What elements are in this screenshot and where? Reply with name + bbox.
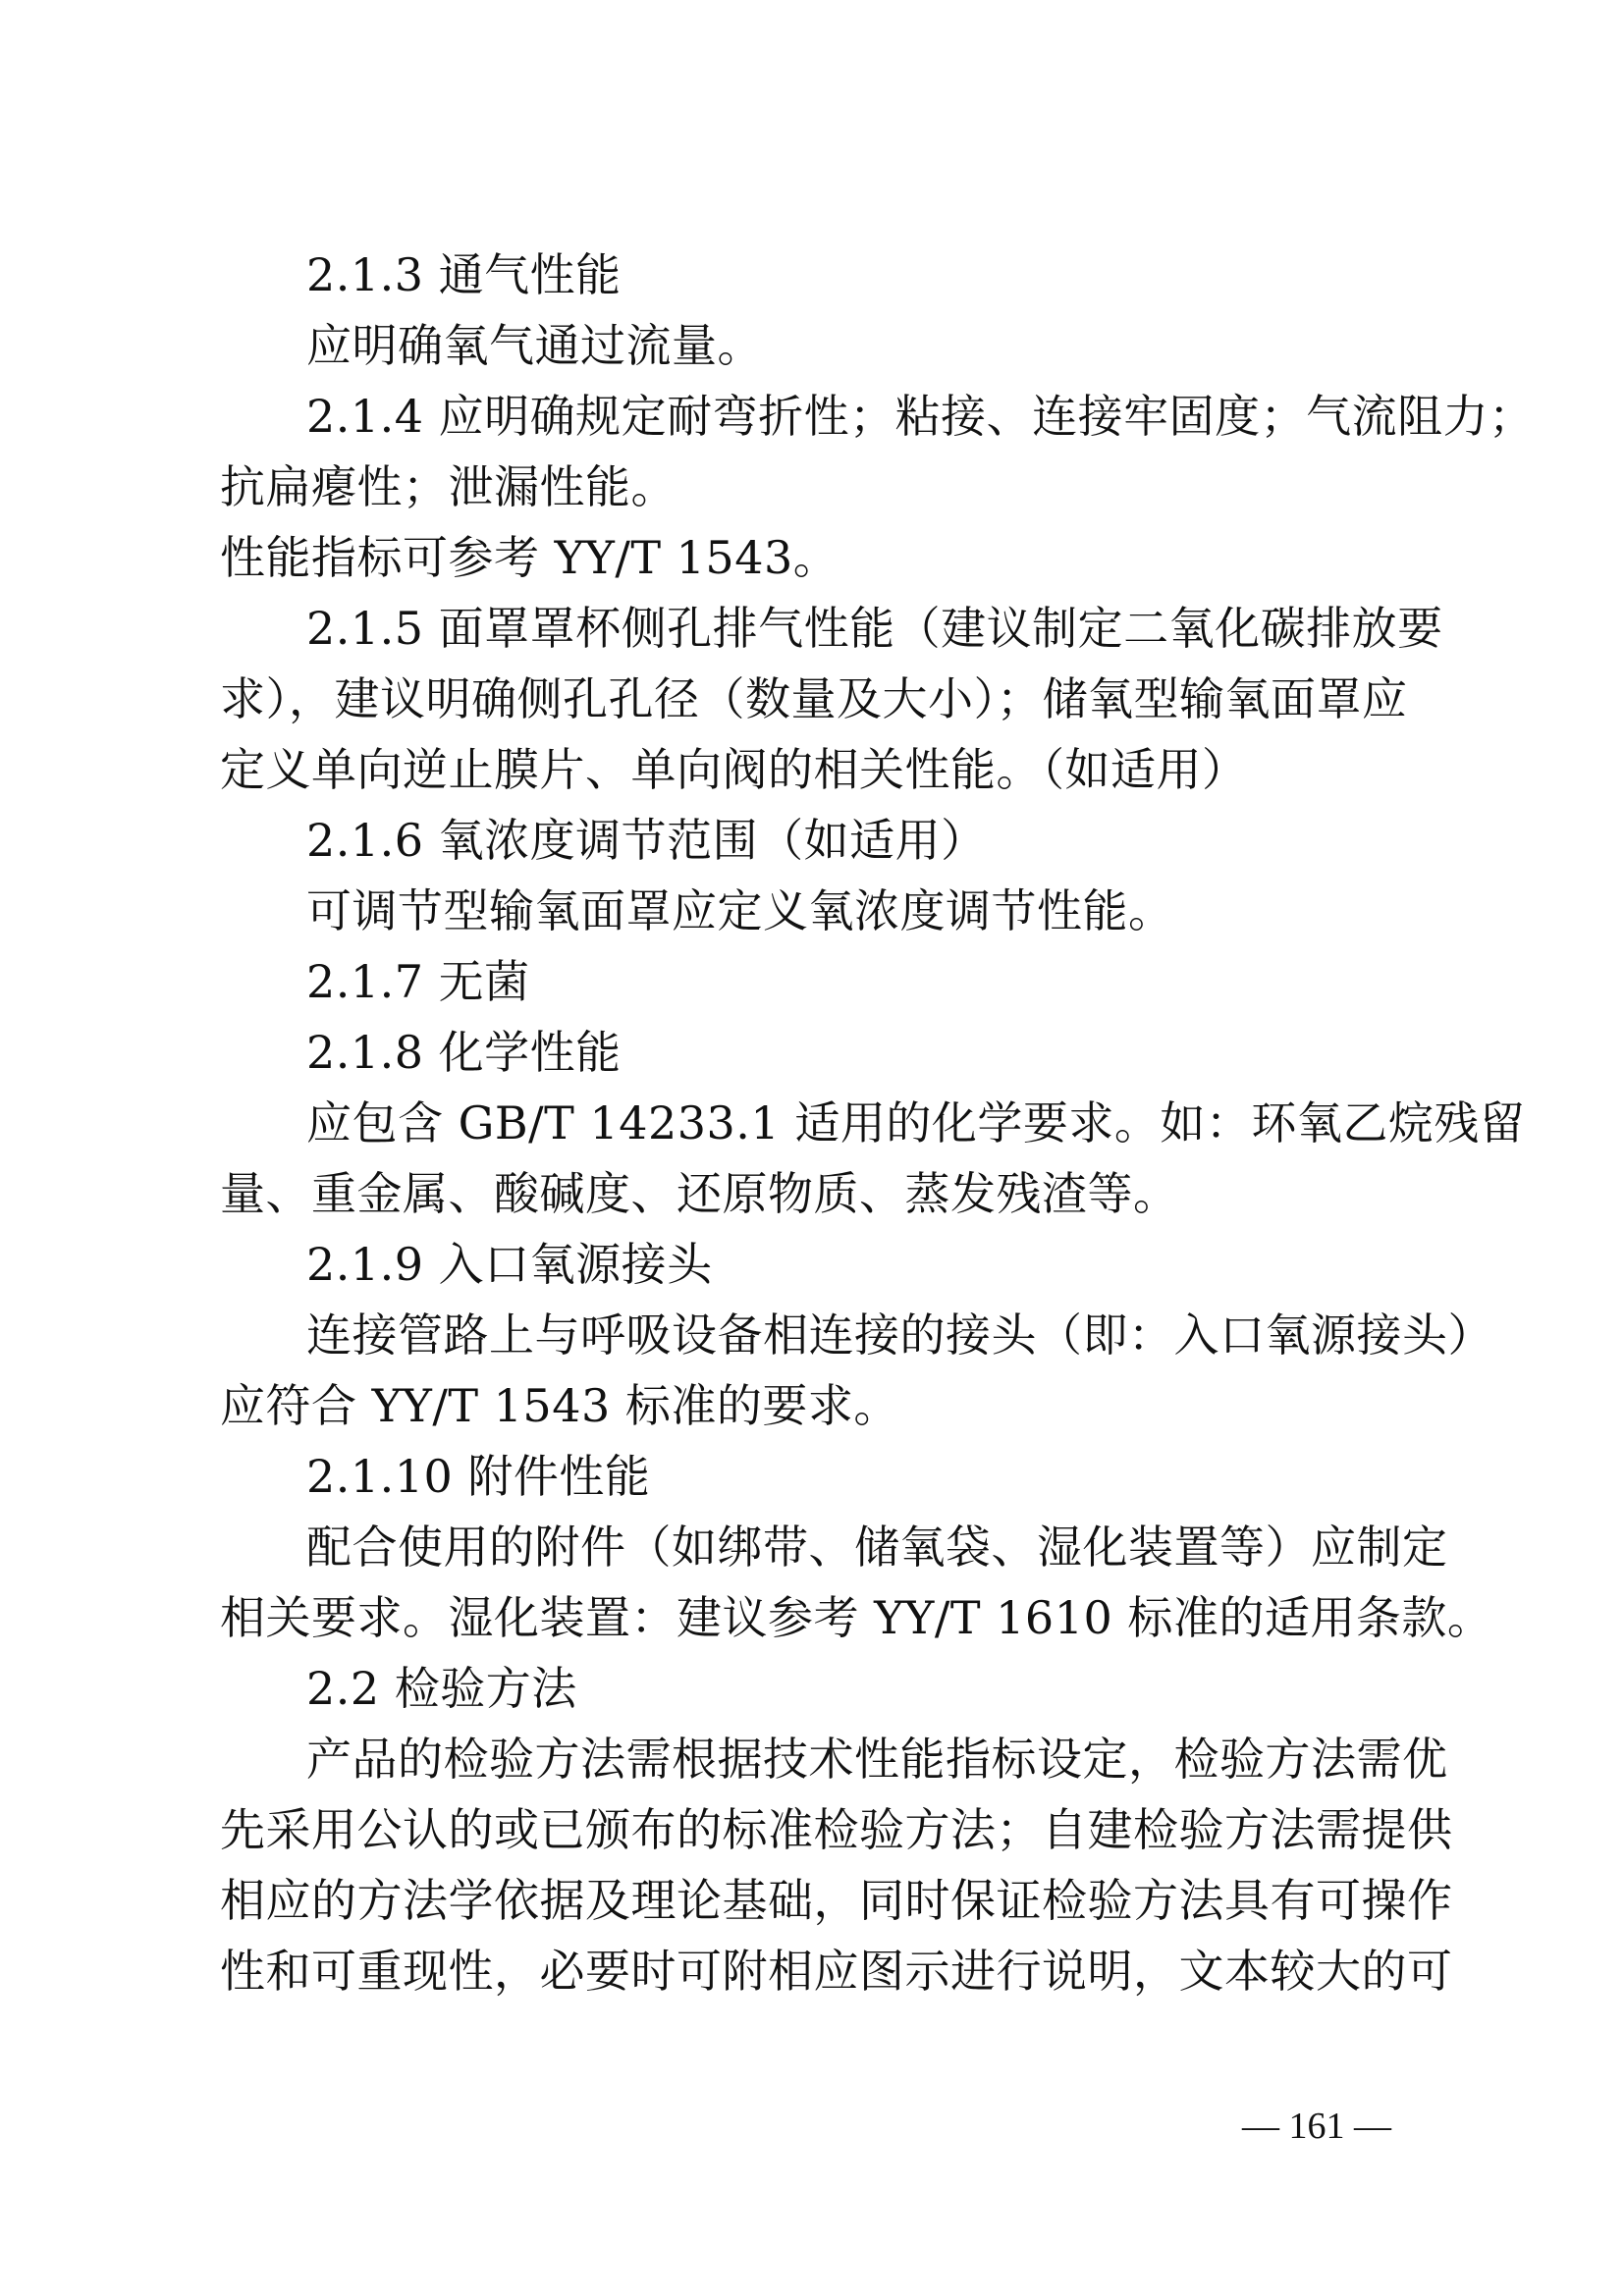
paragraph-line: 性和可重现性，必要时可附相应图示进行说明，文本较大的可 [220, 1945, 1453, 1998]
paragraph-line: 应符合 YY/T 1543 标准的要求。 [220, 1379, 899, 1432]
paragraph-line: 求），建议明确侧孔孔径（数量及大小）；储氧型输氧面罩应 [220, 672, 1408, 725]
heading-2-1-6: 2.1.6 氧浓度调节范围（如适用） [306, 814, 987, 867]
heading-2-2: 2.2 检验方法 [306, 1662, 577, 1715]
paragraph-line: 配合使用的附件（如绑带、储氧袋、湿化装置等）应制定 [306, 1521, 1448, 1574]
page-number: — 161 — [1242, 2106, 1391, 2147]
paragraph-line: 相关要求。湿化装置：建议参考 YY/T 1610 标准的适用条款。 [220, 1591, 1493, 1644]
paragraph-line: 可调节型输氧面罩应定义氧浓度调节性能。 [306, 884, 1174, 937]
paragraph-line: 先采用公认的或已颁布的标准检验方法；自建检验方法需提供 [220, 1803, 1453, 1856]
paragraph-line: 相应的方法学依据及理论基础，同时保证检验方法具有可操作 [220, 1874, 1453, 1927]
paragraph-line: 产品的检验方法需根据技术性能指标设定，检验方法需优 [306, 1733, 1448, 1786]
heading-2-1-9: 2.1.9 入口氧源接头 [306, 1238, 713, 1291]
heading-2-1-10: 2.1.10 附件性能 [306, 1450, 651, 1503]
paragraph-line: 连接管路上与呼吸设备相连接的接头（即：入口氧源接头） [306, 1308, 1493, 1362]
heading-2-1-8: 2.1.8 化学性能 [306, 1026, 622, 1079]
heading-2-1-3: 2.1.3 通气性能 [306, 248, 622, 301]
paragraph-line: 抗扁瘪性；泄漏性能。 [220, 460, 677, 513]
paragraph-line: 2.1.4 应明确规定耐弯折性；粘接、连接牢固度；气流阻力； [306, 390, 1535, 443]
heading-2-1-7: 2.1.7 无菌 [306, 955, 530, 1008]
paragraph-line: 2.1.5 面罩罩杯侧孔排气性能（建议制定二氧化碳排放要 [306, 602, 1443, 655]
paragraph-line: 性能指标可参考 YY/T 1543。 [220, 531, 839, 584]
paragraph-line: 应包含 GB/T 14233.1 适用的化学要求。如：环氧乙烷残留 [306, 1096, 1526, 1149]
paragraph-line: 量、重金属、酸碱度、还原物质、蒸发残渣等。 [220, 1167, 1179, 1220]
paragraph-line: 应明确氧气通过流量。 [306, 319, 763, 372]
paragraph-line: 定义单向逆止膜片、单向阀的相关性能。（如适用） [220, 743, 1248, 796]
